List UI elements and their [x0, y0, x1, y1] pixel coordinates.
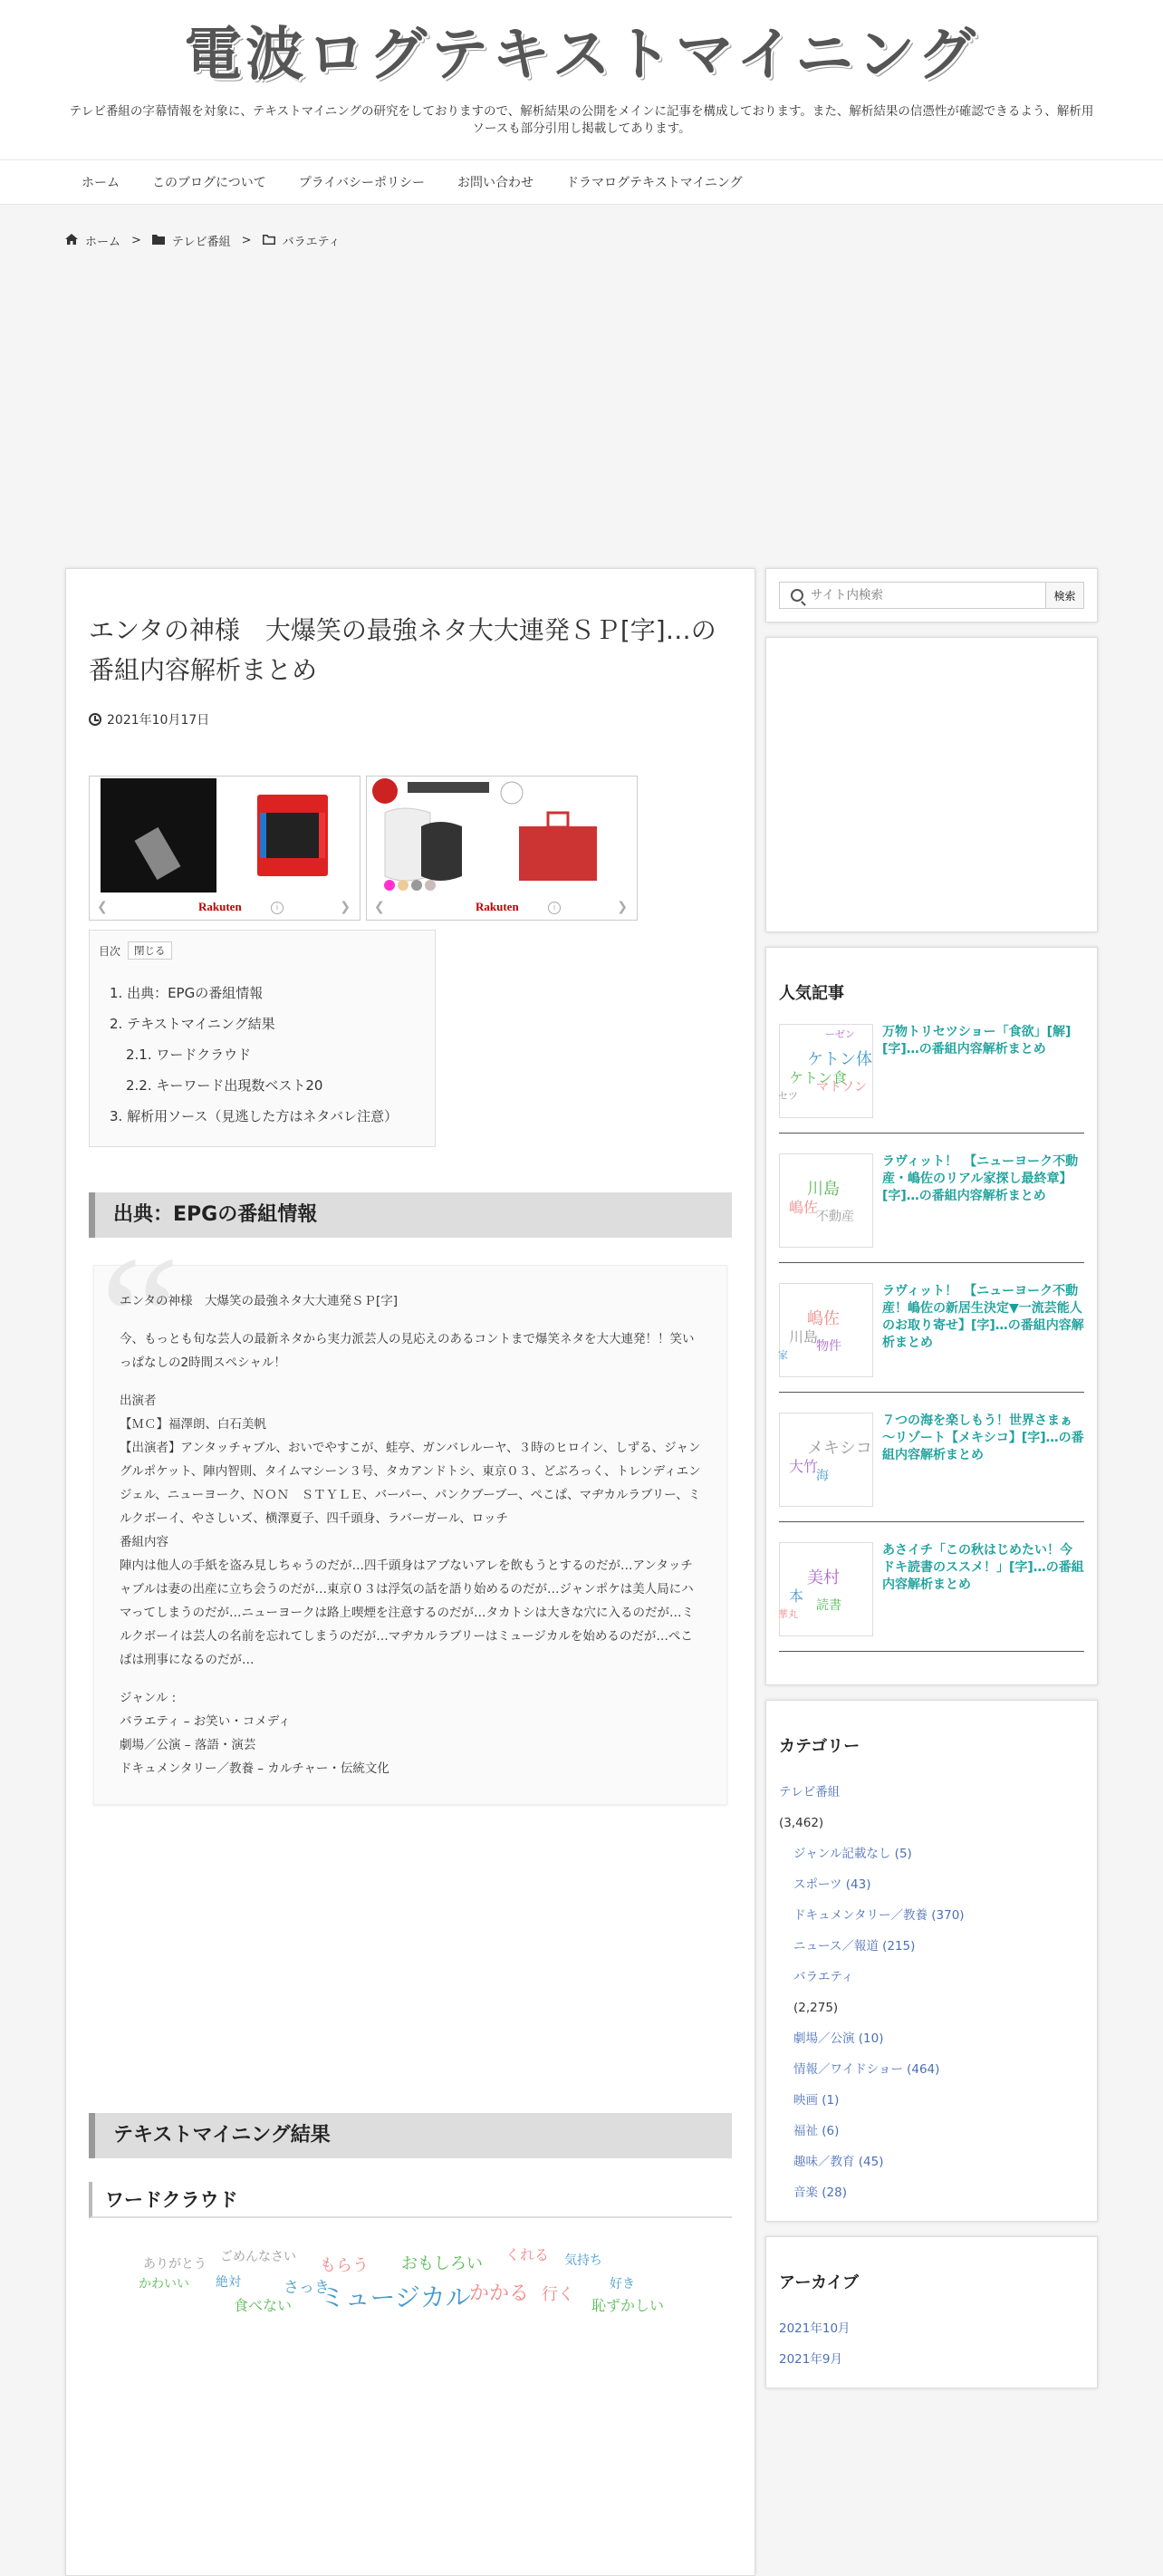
cloud-word: 行く: [542, 2285, 574, 2304]
cloud-word: かかる: [469, 2282, 530, 2305]
thumbnail-word: 川島: [789, 1328, 819, 1346]
breadcrumb-separator: >: [241, 234, 252, 247]
popular-post-item[interactable]: [779, 1413, 1084, 1522]
popular-post-item[interactable]: [779, 1024, 1084, 1134]
epg-genre-label: ジャンル :: [120, 1691, 177, 1705]
rakuten-banner[interactable]: [89, 776, 360, 921]
banner-image: [90, 777, 360, 894]
cloud-word: くれる: [505, 2246, 550, 2263]
popular-post-title[interactable]: あさイチ「この秋はじめたい！今ドキ読書のススメ！」[字]…の番組内容解析まとめ: [882, 1543, 1084, 1592]
toc-item[interactable]: 3. 解析用ソース（見逃した方はネタバレ注意）: [110, 1108, 399, 1124]
banner-next-icon[interactable]: ❯: [617, 900, 628, 914]
thumbnail-word: 大竹: [789, 1458, 819, 1475]
section-heading-wordcloud: ワードクラウド: [89, 2182, 732, 2218]
thumbnail-word: 嶋佐: [807, 1309, 840, 1328]
category-item: [779, 2054, 1084, 2085]
wordcloud-thumbnail[interactable]: [779, 1153, 873, 1248]
epg-content-label: 番組内容: [120, 1535, 168, 1549]
breadcrumb-home[interactable]: ホーム: [85, 236, 121, 249]
banner-prev-icon[interactable]: ❮: [97, 900, 108, 914]
thumbnail-word: 美村: [807, 1568, 840, 1587]
popular-post-title[interactable]: ７つの海を楽しもう！世界さまぁ～リゾート【メキシコ】[字]…の番組内容解析まとめ: [882, 1413, 1084, 1462]
category-item: [779, 1838, 1084, 1869]
toc-label: 目次: [99, 944, 121, 958]
home-icon: [65, 234, 80, 247]
category-link[interactable]: 福祉 (6): [793, 2124, 840, 2138]
breadcrumb-variety[interactable]: バラエティ: [282, 236, 341, 249]
breadcrumb: [65, 205, 1098, 249]
wordcloud-thumbnail[interactable]: [779, 1283, 873, 1377]
search-button[interactable]: 検索: [1045, 583, 1083, 608]
global-nav: [0, 159, 1163, 205]
thumbnail-word: メキシコ: [807, 1439, 872, 1458]
thumbnail-word: 物件: [816, 1339, 841, 1354]
category-link[interactable]: ニュース／報道 (215): [793, 1939, 916, 1954]
banner-prev-icon[interactable]: ❮: [374, 900, 385, 914]
epg-cast-label: 出演者: [120, 1394, 157, 1408]
wordcloud-thumbnail[interactable]: [779, 1542, 873, 1636]
cloud-word: かわいい: [139, 2277, 189, 2291]
nav-privacy[interactable]: プライバシーポリシー: [298, 176, 426, 190]
thumbnail-word: ケトン体: [807, 1050, 872, 1069]
cloud-word: 気持ち: [564, 2253, 602, 2268]
site-tagline: テレビ番組の字幕情報を対象に、テキストマイニングの研究をしておりますので、解析結果の公開をメインに記事を構成しております。また、解析結果の信憑性が確認できるよう、解析用ソースも部分引用し掲載してあります。: [69, 104, 1094, 136]
banner-image: [367, 777, 637, 894]
sidebar: [765, 568, 1098, 2403]
toc-item[interactable]: 2.1. ワードクラウド: [126, 1047, 252, 1063]
article-title: エンタの神様 大爆笑の最強ネタ大大連発ＳＰ[字]…の番組内容解析まとめ: [89, 615, 716, 685]
post-date-text: 2021年10月17日: [107, 713, 210, 728]
archive-link[interactable]: 2021年9月: [779, 2352, 842, 2367]
epg-summary: 今、もっとも旬な芸人の最新ネタから実力派芸人の見応えのあるコントまで爆笑ネタを大大連発！！笑いっぱなしの2時間スペシャル！: [120, 1332, 695, 1370]
thumbnail-word: ーゼン: [825, 1028, 855, 1040]
epg-title: “ エンタの神様 大爆笑の最強ネタ大大連発ＳＰ[字]: [120, 1294, 398, 1308]
breadcrumb-separator: >: [131, 234, 141, 247]
category-item: [779, 2147, 1084, 2177]
popular-post-item[interactable]: [779, 1153, 1084, 1263]
nav-home[interactable]: ホーム: [82, 176, 120, 190]
category-item: [779, 1777, 1084, 1838]
cloud-word: 絶対: [216, 2275, 241, 2290]
breadcrumb-tv[interactable]: テレビ番組: [171, 236, 231, 249]
epg-cast: 【出演者】アンタッチャブル、おいでやすこが、蛙亭、ガンバレルーヤ、３時のヒロイン、しずる、ジャングルポケット、陣内智則、タイムマシーン３号、タカアンドトシ、東京０３、どぶろっく、トレンディエンジェル、ニューヨーク、ＮＯＮ ＳＴＹＬＥ、バーパー、パンクブーブー、ぺこぱ、マヂカルラブリー、ミルクボーイ、やさしいズ、横澤夏子、四千頭身、ラバーガール、ロッチ: [120, 1441, 701, 1526]
wordcloud-thumbnail[interactable]: [779, 1024, 873, 1118]
cloud-word: 恥ずかしい: [591, 2297, 665, 2314]
thumbnail-word: ケトン食: [789, 1069, 848, 1086]
archive-widget: [765, 2236, 1098, 2388]
category-link[interactable]: 音楽 (28): [793, 2185, 848, 2200]
cloud-word: ミュージカル: [320, 2282, 471, 2312]
category-link[interactable]: バラエティ: [793, 1970, 854, 1984]
category-item: [779, 2085, 1084, 2116]
cloud-word: ごめんなさい: [220, 2250, 296, 2264]
toc-item[interactable]: 1. 出典：EPGの番組情報: [110, 985, 264, 1001]
popular-post-title[interactable]: ラヴィット！ 【ニューヨーク不動産・嶋佐のリアル家探し最終章】[字]…の番組内容解析まとめ: [882, 1154, 1079, 1203]
category-link[interactable]: 趣味／教育 (45): [793, 2155, 884, 2169]
category-link[interactable]: 映画 (1): [793, 2093, 840, 2108]
info-icon[interactable]: i: [271, 902, 284, 914]
category-link[interactable]: ドキュメンタリー／教養 (370): [793, 1908, 965, 1923]
toc-item[interactable]: 2. テキストマイニング結果: [110, 1016, 275, 1032]
toc-close-button[interactable]: 閉じる: [128, 941, 172, 960]
category-item: [779, 1900, 1084, 1931]
thumbnail-word: 本: [789, 1587, 804, 1605]
category-link[interactable]: 劇場／公演 (10): [793, 2031, 884, 2046]
category-item: [779, 2177, 1084, 2208]
popular-post-item[interactable]: [779, 1542, 1084, 1652]
site-header: [0, 0, 1163, 159]
category-count: (2,275): [793, 2001, 839, 2015]
popular-post-title[interactable]: ラヴィット！ 【ニューヨーク不動産！嶋佐の新居生決定▼一流芸能人のお取り寄せ】[字]…の番組内容解析まとめ: [882, 1284, 1084, 1350]
section-heading-text-mining: テキストマイニング結果: [89, 2113, 732, 2158]
epg-content: 陣内は他人の手紙を盗み見しちゃうのだが…四千頭身はアブないアレを飲もうとするのだが…アンタッチャブルは妻の出産に立ち会うのだが…東京０３は浮気の話を語り始めるのだが…ジャンポケは美人局にハマってしまうのだが…ニューヨークは路上喫煙を注意するのだが…タカトシは大きな穴に入るのだが…ミルクボーイは芸人の名前を忘れてしまうのだが…マヂカルラブリーはミュージカルを始めるのだが…ぺこぱは刑事になるのだが…: [120, 1558, 694, 1667]
category-item: [779, 2116, 1084, 2147]
archive-link[interactable]: 2021年10月: [779, 2321, 851, 2336]
thumbnail-word: 華丸: [778, 1608, 798, 1620]
section-heading-epg: 出典：EPGの番組情報: [89, 1192, 732, 1238]
epg-genre: 劇場／公演 – 落語・演芸: [120, 1738, 256, 1752]
site-logo[interactable]: 電波ログテキストマイニング: [184, 22, 979, 89]
search-input[interactable]: [811, 584, 1045, 607]
thumbnail-word: 海: [816, 1469, 829, 1483]
folder-open-icon: [263, 234, 277, 247]
post-date: [89, 710, 732, 728]
category-link[interactable]: ジャンル記載なし (5): [793, 1847, 912, 1861]
info-icon[interactable]: i: [548, 902, 561, 914]
nav-drama-log[interactable]: ドラマログテキストマイニング: [566, 176, 743, 190]
thumbnail-word: 不動産: [816, 1210, 854, 1224]
thumbnail-word: マトソン: [816, 1080, 867, 1095]
popular-posts-widget: [765, 947, 1098, 1685]
word-cloud: [89, 2236, 732, 2345]
banner-next-icon[interactable]: ❯: [340, 900, 351, 914]
rakuten-logo: Rakuten: [198, 900, 242, 913]
cloud-word: ありがとう: [143, 2257, 207, 2272]
ad-space-mid: [89, 1805, 732, 2113]
toc-item[interactable]: 2.2. キーワード出現数ベスト20: [126, 1077, 323, 1094]
article: [65, 568, 755, 2576]
ad-space-top: [65, 285, 1098, 575]
search-form: [779, 582, 1084, 609]
rakuten-banner[interactable]: [366, 776, 638, 921]
popular-post-item[interactable]: [779, 1283, 1084, 1393]
ad-widget: [765, 637, 1098, 932]
cloud-word: おもしろい: [401, 2254, 483, 2273]
nav-contact[interactable]: お問い合わせ: [457, 176, 534, 190]
search-widget: [765, 568, 1098, 622]
thumbnail-word: 読書: [816, 1598, 841, 1613]
epg-quote: [93, 1265, 727, 1805]
table-of-contents: [89, 930, 436, 1147]
popular-post-title[interactable]: 万物トリセツショー「食欲」[解][字]…の番組内容解析まとめ: [882, 1025, 1072, 1056]
thumbnail-word: 嶋佐: [789, 1199, 819, 1216]
archive-title: アーカイブ: [779, 2273, 860, 2292]
category-item: [779, 1869, 1084, 1900]
category-link[interactable]: 情報／ワイドショー (464): [793, 2062, 940, 2077]
thumbnail-word: 川島: [807, 1180, 840, 1199]
category-item: [779, 2023, 1084, 2054]
thumbnail-word: セツ: [778, 1090, 798, 1102]
clock-icon: [89, 713, 101, 726]
nav-about[interactable]: このブログについて: [152, 176, 266, 190]
category-title: カテゴリー: [779, 1737, 860, 1756]
epg-genre: ドキュメンタリー／教養 – カルチャー・伝統文化: [120, 1761, 389, 1776]
category-link[interactable]: テレビ番組: [779, 1785, 841, 1799]
cloud-word: 食べない: [234, 2297, 293, 2314]
epg-genre: バラエティ – お笑い・コメディ: [120, 1714, 291, 1729]
cloud-word: もらう: [320, 2256, 369, 2275]
search-icon: [791, 589, 803, 602]
category-item: [779, 1962, 1084, 2023]
cloud-word: 好き: [610, 2277, 635, 2291]
thumbnail-word: 家: [778, 1349, 788, 1361]
category-count: (3,462): [779, 1816, 824, 1830]
rakuten-logo: Rakuten: [476, 900, 519, 913]
epg-mc: 【ＭＣ】福澤朗、白石美帆: [120, 1417, 266, 1432]
popular-title: 人気記事: [779, 984, 844, 1003]
cloud-word: さっき: [284, 2279, 330, 2297]
category-widget: [765, 1700, 1098, 2222]
wordcloud-thumbnail[interactable]: [779, 1413, 873, 1507]
category-link[interactable]: スポーツ (43): [793, 1877, 871, 1892]
folder-icon: [152, 234, 167, 247]
ad-banners: [89, 776, 732, 921]
category-item: [779, 1931, 1084, 1962]
